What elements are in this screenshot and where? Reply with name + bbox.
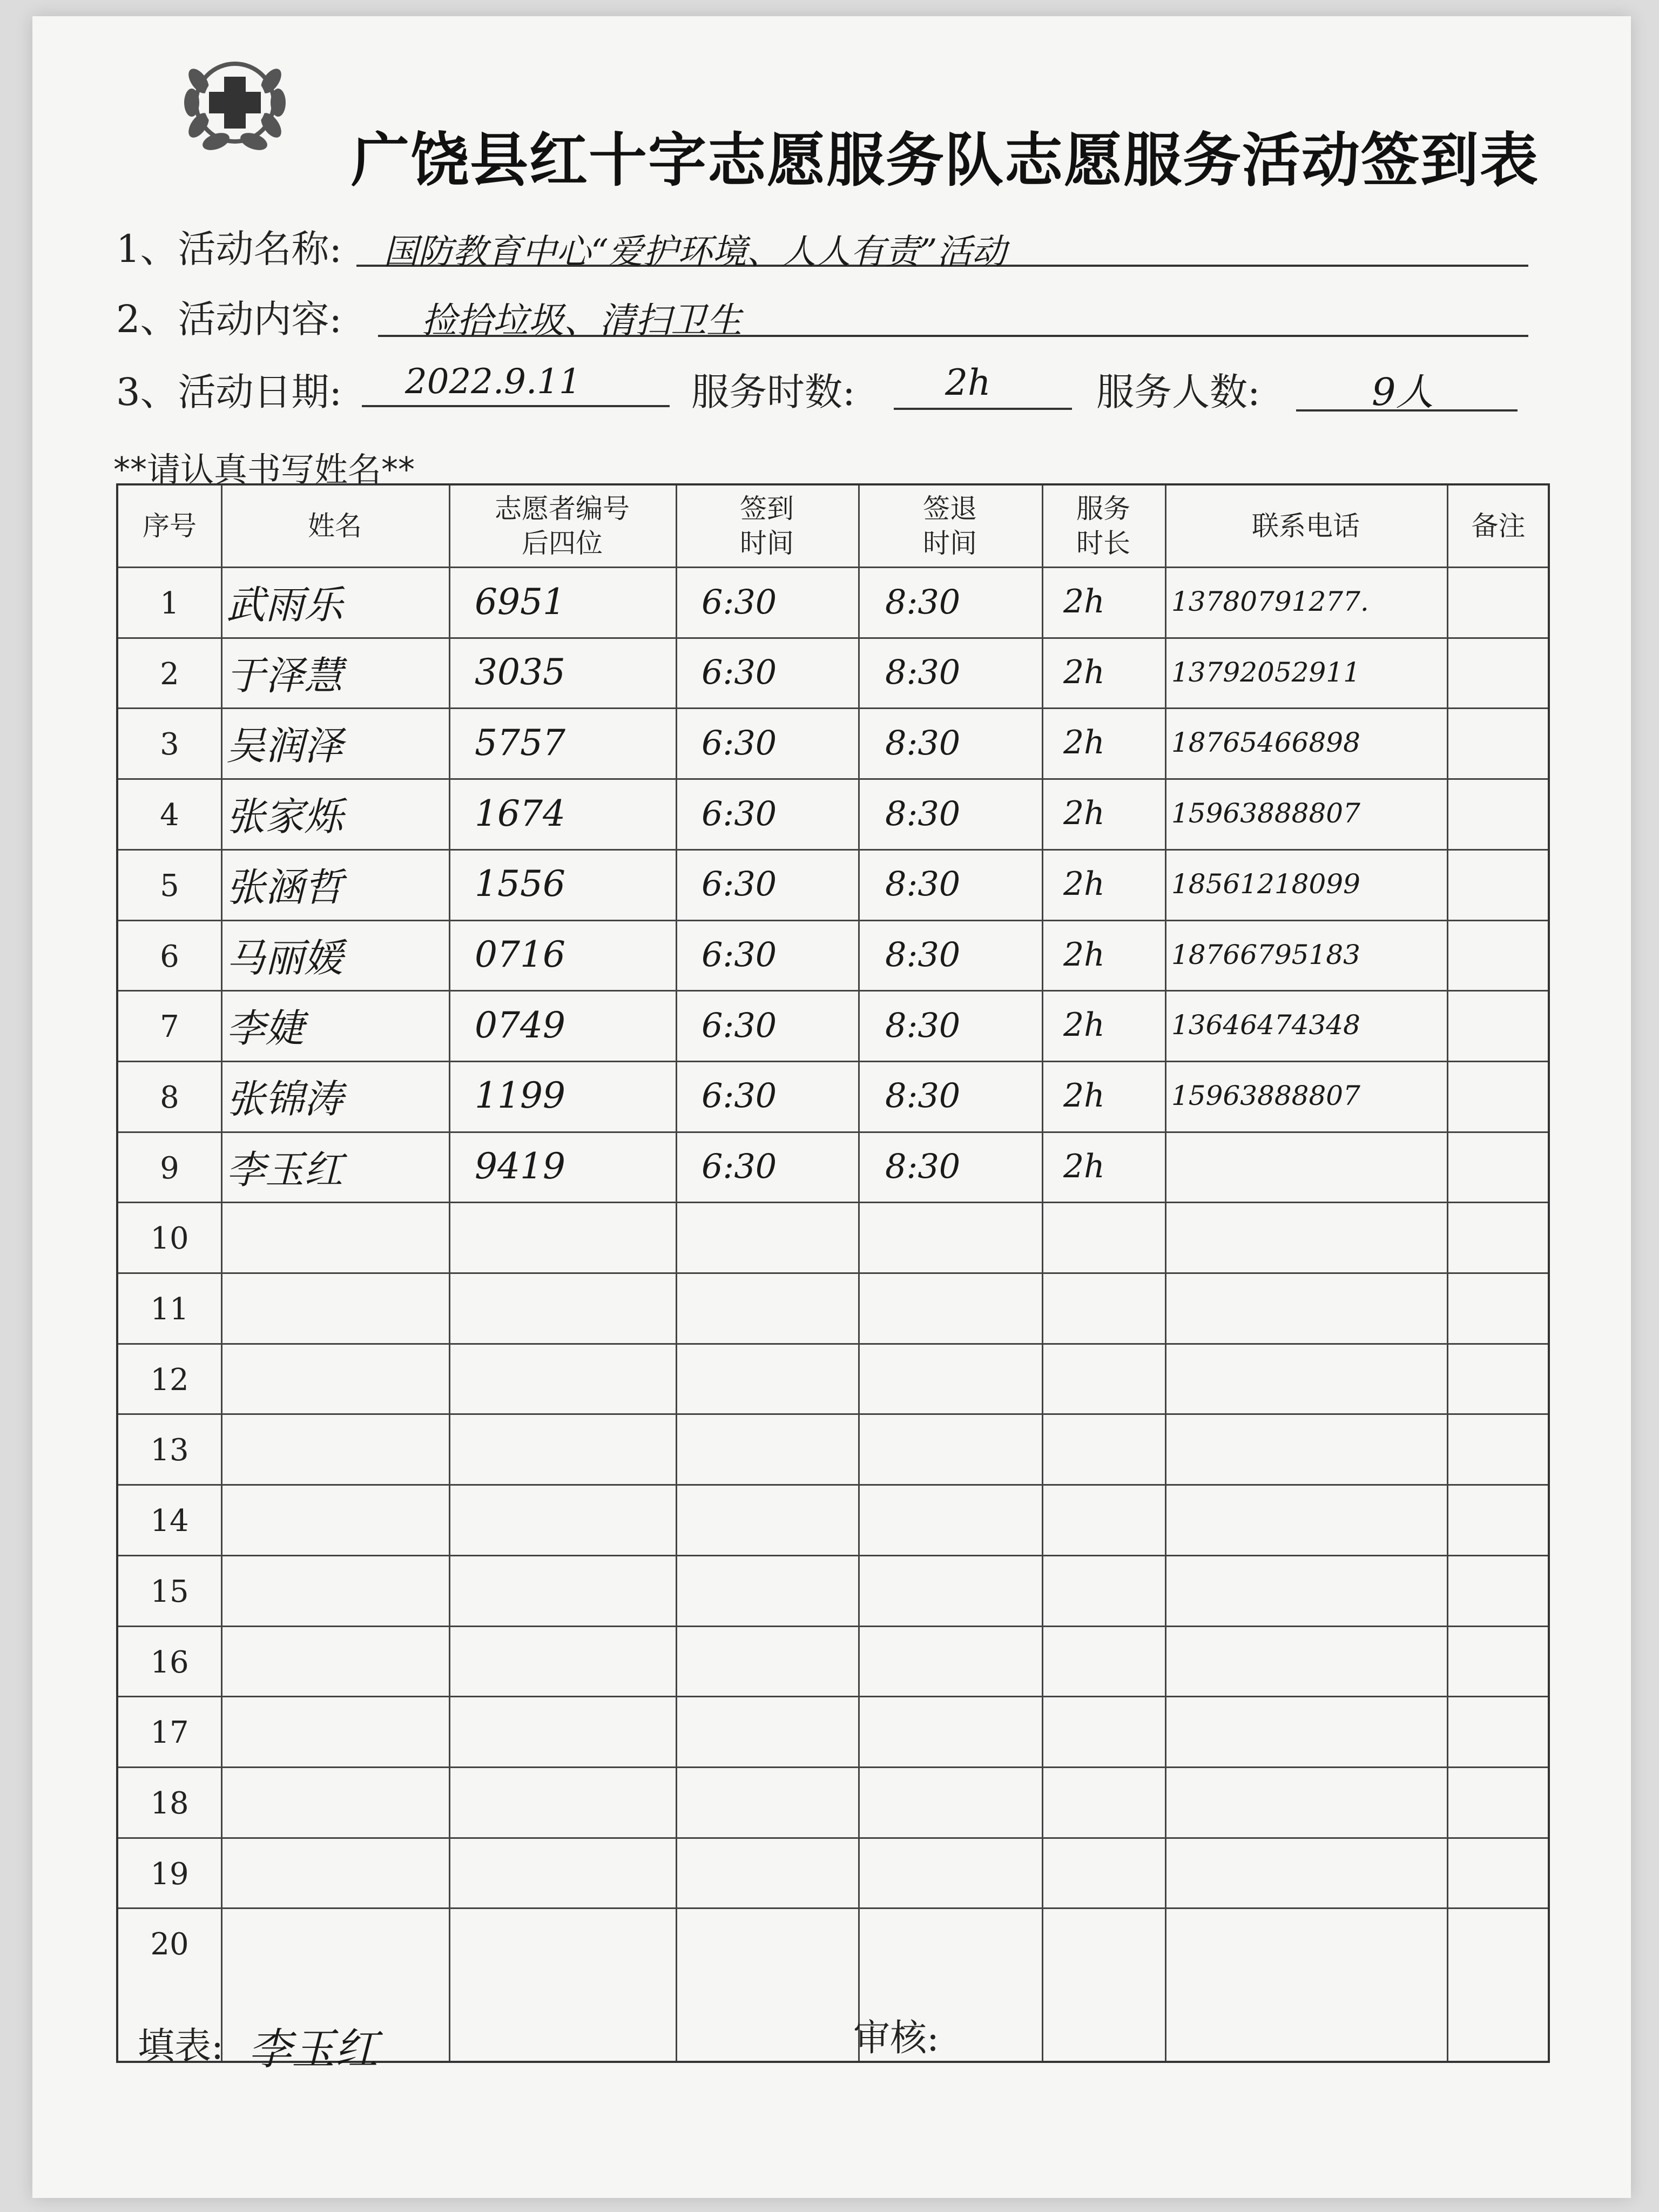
- cell-out: 8:30: [885, 864, 961, 904]
- cell-out: [885, 1555, 1042, 1625]
- cell-id: [475, 1202, 675, 1272]
- row-seq: 20: [150, 1927, 189, 1963]
- cell-id: [475, 1837, 675, 1907]
- cell-name: [226, 1907, 448, 1978]
- cell-dur: 2h: [1063, 1076, 1105, 1115]
- cell-dur: [1063, 1343, 1165, 1413]
- activity-name-label: 1、活动名称:: [116, 227, 342, 271]
- header-seq: 序号: [143, 510, 197, 542]
- cell-dur: [1063, 1766, 1165, 1837]
- cell-phone: 18561218099: [1171, 868, 1360, 900]
- row-seq: 18: [150, 1785, 189, 1821]
- cell-in: [702, 1343, 858, 1413]
- row-seq: 2: [160, 656, 179, 692]
- cell-name: 张家烁: [226, 794, 343, 840]
- cell-in: 6:30: [702, 723, 777, 763]
- cell-dur: [1063, 1907, 1165, 1978]
- activity-date-label: 3、活动日期:: [116, 370, 342, 414]
- cell-dur: [1063, 1696, 1165, 1766]
- header-sign-in: 签到 时间: [740, 493, 794, 559]
- cell-dur: 2h: [1063, 724, 1105, 762]
- activity-date-value: 2022.9.11: [405, 362, 581, 402]
- cell-phone: 13780791277.: [1171, 586, 1369, 617]
- cell-name: [226, 1837, 448, 1907]
- cell-dur: 2h: [1063, 1006, 1105, 1044]
- cell-phone: [1171, 1626, 1447, 1696]
- row-seq: 9: [160, 1150, 179, 1186]
- row-seq: 11: [150, 1292, 189, 1327]
- row-seq: 6: [160, 939, 179, 974]
- header-duration: 服务 时长: [1076, 493, 1130, 559]
- cell-phone: [1171, 1484, 1447, 1554]
- cell-in: 6:30: [702, 1076, 777, 1116]
- red-cross-emblem-icon: [162, 43, 308, 173]
- cell-out: [885, 1766, 1042, 1837]
- header-phone: 联系电话: [1252, 510, 1360, 542]
- row-seq: 1: [160, 586, 179, 621]
- cell-name: 吴润泽: [226, 723, 343, 769]
- page-title: 广饶县红十字志愿服务队志愿服务活动签到表: [351, 126, 1540, 194]
- cell-phone: 15963888807: [1171, 1080, 1360, 1111]
- cell-in: 6:30: [702, 864, 777, 904]
- cell-in: 6:30: [702, 652, 777, 692]
- row-seq: 8: [160, 1080, 179, 1115]
- cell-phone: [1171, 1766, 1447, 1837]
- row-seq: 4: [160, 798, 179, 833]
- cell-id: [475, 1272, 675, 1343]
- cell-in: 6:30: [702, 582, 777, 622]
- cell-name: 马丽媛: [226, 935, 343, 981]
- cell-phone: [1171, 1555, 1447, 1625]
- cell-dur: 2h: [1063, 865, 1105, 903]
- cell-out: [885, 1626, 1042, 1696]
- cell-in: [702, 1626, 858, 1696]
- service-hours-value: 2h: [945, 362, 991, 403]
- cell-phone: [1171, 1343, 1447, 1413]
- cell-phone: [1171, 1413, 1447, 1483]
- row-seq: 5: [160, 868, 179, 903]
- cell-out: [885, 1343, 1042, 1413]
- cell-out: 8:30: [885, 1005, 961, 1045]
- filler-label: 填表:: [138, 2025, 224, 2068]
- cell-id: 1556: [475, 863, 565, 905]
- cell-dur: 2h: [1063, 653, 1105, 691]
- cell-in: [702, 1202, 858, 1272]
- header-remark: 备注: [1471, 510, 1526, 542]
- cell-name: 张锦涛: [226, 1076, 343, 1122]
- cell-name: 于泽慧: [226, 652, 343, 698]
- cell-dur: 2h: [1063, 1147, 1105, 1185]
- cell-phone: [1171, 1272, 1447, 1343]
- cell-id: [475, 1766, 675, 1837]
- cell-name: [226, 1555, 448, 1625]
- cell-out: 8:30: [885, 1147, 961, 1186]
- cell-out: 8:30: [885, 723, 961, 763]
- cell-phone: [1171, 1696, 1447, 1766]
- cell-id: 1674: [475, 792, 565, 834]
- cell-phone: 18765466898: [1171, 727, 1360, 759]
- cell-in: 6:30: [702, 1147, 777, 1186]
- activity-date-underline: [362, 405, 670, 407]
- cell-id: [475, 1907, 675, 1978]
- cell-in: 6:30: [702, 1005, 777, 1045]
- service-people-label: 服务人数:: [1096, 370, 1260, 414]
- cell-name: [226, 1202, 448, 1272]
- cell-id: [475, 1413, 675, 1483]
- header-volunteer-id: 志愿者编号 后四位: [495, 493, 630, 559]
- cell-out: 8:30: [885, 1076, 961, 1116]
- instruction-note: **请认真书写姓名**: [113, 450, 415, 489]
- cell-dur: 2h: [1063, 935, 1105, 974]
- row-seq: 15: [150, 1574, 189, 1609]
- row-seq: 17: [150, 1715, 189, 1751]
- cell-id: 5757: [475, 721, 565, 764]
- row-seq: 3: [160, 727, 179, 763]
- cell-id: 3035: [475, 651, 565, 693]
- cell-dur: 2h: [1063, 583, 1105, 621]
- sign-in-table: [116, 483, 1550, 2063]
- cell-in: [702, 1484, 858, 1554]
- row-seq: 12: [150, 1362, 189, 1398]
- cell-out: [885, 1272, 1042, 1343]
- row-seq: 13: [150, 1433, 189, 1468]
- cell-name: 李婕: [226, 1006, 305, 1051]
- cell-out: [885, 1907, 1042, 1978]
- row-seq: 7: [160, 1009, 179, 1045]
- cell-in: [702, 1766, 858, 1837]
- cell-name: [226, 1343, 448, 1413]
- service-people-value: 9人: [1372, 370, 1434, 414]
- cell-in: [702, 1907, 858, 1978]
- cell-name: [226, 1626, 448, 1696]
- cell-id: [475, 1343, 675, 1413]
- cell-id: 1199: [475, 1075, 565, 1117]
- service-hours-underline: [894, 408, 1072, 410]
- cell-phone: [1171, 1131, 1447, 1202]
- cell-phone: 18766795183: [1171, 939, 1360, 970]
- cell-phone: 13792052911: [1171, 656, 1360, 688]
- cell-in: 6:30: [702, 935, 777, 974]
- cell-out: 8:30: [885, 793, 961, 833]
- header-sign-out: 签退 时间: [923, 493, 977, 559]
- reviewer-label: 审核:: [853, 2017, 939, 2060]
- cell-in: [702, 1696, 858, 1766]
- cell-phone: [1171, 1837, 1447, 1907]
- cell-name: [226, 1272, 448, 1343]
- cell-id: [475, 1626, 675, 1696]
- cell-out: [885, 1202, 1042, 1272]
- row-seq: 14: [150, 1503, 189, 1539]
- cell-name: [226, 1484, 448, 1554]
- activity-name-value: 国防教育中心“爱护环境、人人有责”活动: [383, 232, 1007, 272]
- cell-id: [475, 1484, 675, 1554]
- activity-content-label: 2、活动内容:: [116, 297, 342, 341]
- cell-in: [702, 1837, 858, 1907]
- cell-name: [226, 1413, 448, 1483]
- cell-id: 0749: [475, 1004, 565, 1046]
- cell-name: 张涵哲: [226, 864, 343, 910]
- cell-name: 武雨乐: [226, 582, 343, 628]
- cell-in: 6:30: [702, 793, 777, 833]
- cell-out: 8:30: [885, 652, 961, 692]
- cell-in: [702, 1272, 858, 1343]
- cell-in: [702, 1555, 858, 1625]
- cell-out: [885, 1837, 1042, 1907]
- cell-id: [475, 1555, 675, 1625]
- cell-dur: [1063, 1413, 1165, 1483]
- cell-dur: [1063, 1555, 1165, 1625]
- cell-name: [226, 1696, 448, 1766]
- header-name: 姓名: [308, 510, 362, 542]
- cell-out: [885, 1413, 1042, 1483]
- cell-phone: [1171, 1202, 1447, 1272]
- cell-id: [475, 1696, 675, 1766]
- cell-name: 李玉红: [226, 1147, 343, 1192]
- cell-phone: 13646474348: [1171, 1009, 1360, 1041]
- filler-signature: 李玉红: [248, 2024, 378, 2074]
- cell-dur: [1063, 1272, 1165, 1343]
- row-seq: 16: [150, 1644, 189, 1680]
- cell-out: 8:30: [885, 582, 961, 622]
- cell-dur: [1063, 1626, 1165, 1696]
- cell-id: 6951: [475, 581, 565, 623]
- cell-id: 9419: [475, 1145, 565, 1188]
- cell-dur: [1063, 1484, 1165, 1554]
- cell-in: [702, 1413, 858, 1483]
- cell-out: [885, 1696, 1042, 1766]
- row-seq: 19: [150, 1856, 189, 1892]
- service-hours-label: 服务时数:: [691, 370, 855, 414]
- cell-out: 8:30: [885, 935, 961, 974]
- cell-phone: [1171, 1907, 1447, 1978]
- row-seq: 10: [150, 1221, 189, 1257]
- cell-id: 0716: [475, 934, 565, 975]
- cell-dur: 2h: [1063, 794, 1105, 833]
- activity-content-value: 捡拾垃圾、清扫卫生: [421, 300, 742, 341]
- cell-dur: [1063, 1837, 1165, 1907]
- cell-out: [885, 1484, 1042, 1554]
- cell-dur: [1063, 1202, 1165, 1272]
- cell-name: [226, 1766, 448, 1837]
- sign-in-sheet: [32, 16, 1631, 2198]
- cell-phone: 15963888807: [1171, 798, 1360, 830]
